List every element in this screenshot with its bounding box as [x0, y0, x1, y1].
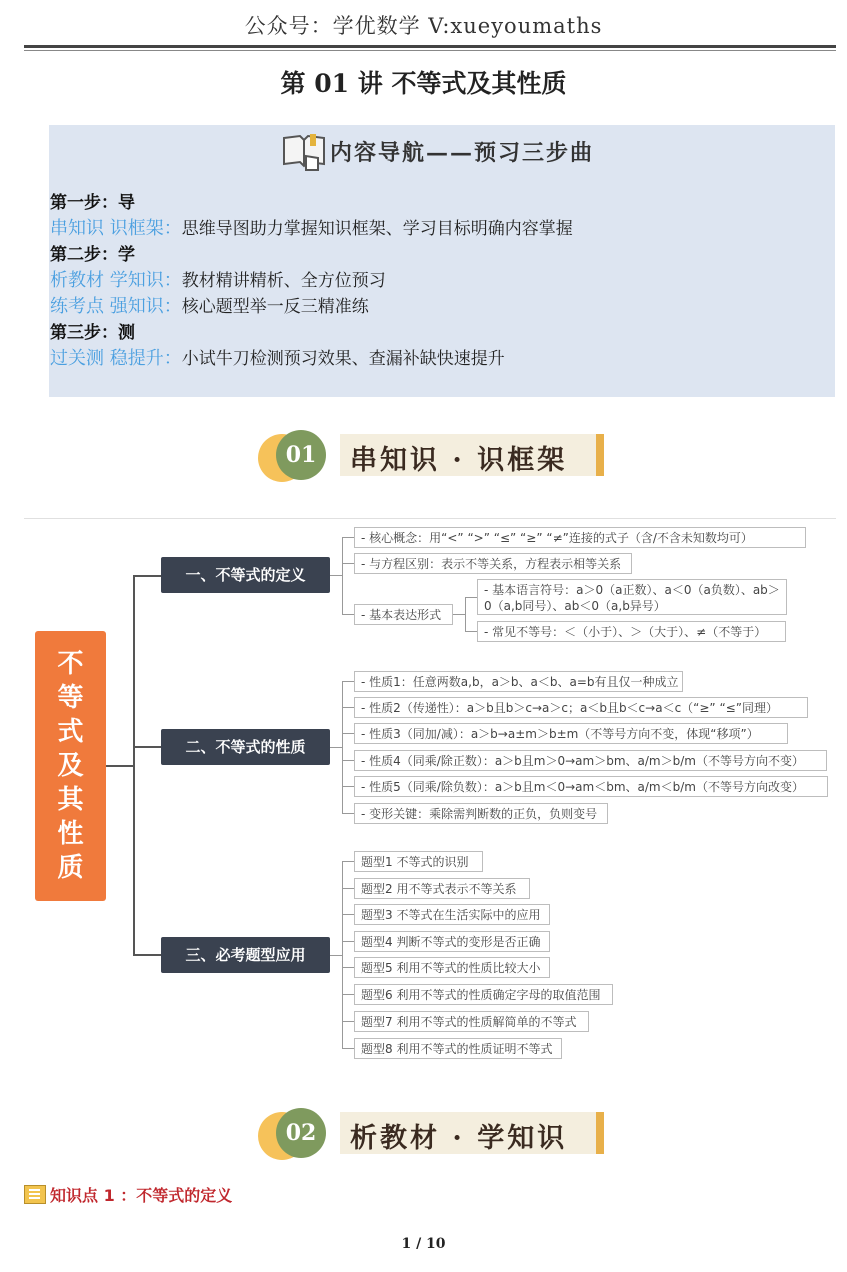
- mindmap-leaf: 题型2 用不等式表示不等关系: [354, 878, 530, 899]
- step-desc: 教材精讲精析、全方位预习: [181, 271, 386, 291]
- root-char: 不: [57, 649, 84, 679]
- mindmap-leaf: - 核心概念：用“<” “>” “≤” “≥” “≠”连接的式子（含/不含未知数均可）: [354, 527, 806, 548]
- step-key: 串知识 识框架：: [50, 218, 182, 239]
- mindmap-leaf: - 性质3（同加/减）：a＞b→a±m＞b±m（不等号方向不变，体现“移项”）: [354, 723, 788, 744]
- step-desc: 思维导图助力掌握知识框架、学习目标明确内容掌握: [181, 219, 573, 239]
- mindmap-root: [35, 631, 106, 901]
- leaf-connector: [453, 614, 465, 615]
- branch-2-connector: [133, 746, 161, 748]
- leaf-connector: [342, 537, 343, 614]
- book-pointer-icon: [280, 130, 328, 174]
- mindmap-leaf: - 性质2（传递性）：a＞b且b＞c→a＞c；a＜b且b＜c→a＜c（“≥” “≤”同理）: [354, 697, 808, 718]
- leaf-connector: [342, 733, 354, 734]
- knowledge-point-text: 知识点 1 ：不等式的定义: [50, 1186, 233, 1205]
- leaf-connector: [342, 1048, 354, 1049]
- mindmap-root-text: [35, 647, 106, 885]
- leaf-connector: [342, 681, 343, 813]
- branch-1-connector: [133, 575, 161, 577]
- step-3-item: [50, 347, 505, 371]
- step-desc: 核心题型举一反三精准练: [181, 297, 369, 317]
- root-char: 式: [57, 717, 84, 747]
- leaf-connector: [342, 786, 354, 787]
- leaf-connector: [342, 707, 354, 708]
- header-text: 公众号：学优数学 V:xueyoumaths: [244, 14, 603, 38]
- step-key: 析教材 学知识：: [50, 270, 182, 291]
- mindmap-branch-definition: 一、不等式的定义: [161, 557, 330, 593]
- step-3-heading: 第三步：测: [50, 323, 135, 343]
- leaf-connector: [342, 861, 354, 862]
- section-label-box: [340, 434, 604, 476]
- mindmap-leaf: 题型4 判断不等式的变形是否正确: [354, 931, 550, 952]
- mindmap-branch-question-types: 三、必考题型应用: [161, 937, 330, 973]
- mindmap-leaf: 题型5 利用不等式的性质比较大小: [354, 957, 550, 978]
- leaf-connector: [330, 955, 342, 956]
- leaf-connector: [342, 967, 354, 968]
- leaf-connector: [330, 575, 342, 576]
- navigation-title: 内容导航——预习三步曲: [330, 140, 595, 166]
- header-rule-thin: [24, 50, 836, 51]
- leaf-connector: [342, 760, 354, 761]
- section-label-box: [340, 1112, 604, 1154]
- leaf-connector: [465, 631, 477, 632]
- step-2-heading: 第二步：学: [50, 245, 135, 265]
- leaf-connector: [342, 537, 354, 538]
- root-char: 及: [57, 751, 84, 781]
- leaf-connector: [330, 747, 342, 748]
- knowledge-point-heading: [24, 1183, 232, 1206]
- notebook-icon: [24, 1185, 46, 1204]
- mindmap-leaf: - 性质4（同乘/除正数）：a＞b且m＞0→am＞bm、a/m＞b/m（不等号方向不变）: [354, 750, 827, 771]
- step-2-item-a: [50, 269, 386, 293]
- page-title: 第 01 讲 不等式及其性质: [280, 69, 567, 98]
- leaf-connector: [342, 563, 354, 564]
- section-label: 串知识 · 识框架: [350, 445, 568, 476]
- mindmap-leaf: - 与方程区别：表示不等关系，方程表示相等关系: [354, 553, 632, 574]
- section-label: 析教材 · 学知识: [350, 1123, 568, 1154]
- navigation-heading: [280, 130, 640, 174]
- mindmap-leaf: 题型1 不等式的识别: [354, 851, 483, 872]
- divider: [24, 518, 836, 519]
- section-number: 01: [276, 430, 326, 480]
- leaf-connector: [342, 681, 354, 682]
- mindmap-leaf: 题型3 不等式在生活实际中的应用: [354, 904, 550, 925]
- root-char: 质: [57, 853, 84, 883]
- leaf-connector: [342, 813, 354, 814]
- mindmap-leaf: - 性质1：任意两数a,b，a＞b、a＜b、a=b有且仅一种成立: [354, 671, 683, 692]
- leaf-connector: [342, 941, 354, 942]
- mindmap-leaf: 题型7 利用不等式的性质解简单的不等式: [354, 1011, 589, 1032]
- step-1-heading: 第一步：导: [50, 193, 135, 213]
- step-1-item: [50, 217, 573, 241]
- section-01-badge: [258, 430, 603, 490]
- step-2-item-b: [50, 295, 369, 319]
- root-char: 其: [57, 785, 84, 815]
- step-key: 练考点 强知识：: [50, 296, 182, 317]
- root-char: 性: [57, 819, 84, 849]
- mindmap-leaf: 题型6 利用不等式的性质确定字母的取值范围: [354, 984, 613, 1005]
- leaf-connector: [342, 888, 354, 889]
- leaf-connector: [342, 861, 343, 1048]
- mindmap-leaf: - 基本表达形式: [354, 604, 453, 625]
- root-char: 等: [57, 683, 84, 713]
- mindmap-sub-leaf: - 基本语言符号：a＞0（a正数）、a＜0（a负数）、ab＞0（a,b同号）、ab＜0（a,b异号）: [477, 579, 787, 615]
- section-number: 02: [276, 1108, 326, 1158]
- section-02-badge: [258, 1108, 603, 1168]
- root-connector: [106, 765, 134, 767]
- mindmap-leaf: - 变形关键：乘除需判断数的正负，负则变号: [354, 803, 608, 824]
- mindmap-sub-leaf: - 常见不等号：＜（小于）、＞（大于）、≠（不等于）: [477, 621, 786, 642]
- step-desc: 小试牛刀检测预习效果、查漏补缺快速提升: [181, 349, 505, 369]
- leaf-connector: [342, 914, 354, 915]
- leaf-connector: [465, 597, 466, 631]
- trunk-line: [133, 575, 135, 955]
- mindmap-leaf: 题型8 利用不等式的性质证明不等式: [354, 1038, 562, 1059]
- leaf-connector: [342, 994, 354, 995]
- leaf-connector: [342, 614, 354, 615]
- header-rule: [24, 45, 836, 48]
- branch-3-connector: [133, 954, 161, 956]
- leaf-connector: [465, 597, 477, 598]
- mindmap-leaf: - 性质5（同乘/除负数）：a＞b且m＜0→am＜bm、a/m＜b/m（不等号方向改变）: [354, 776, 828, 797]
- mindmap-branch-properties: 二、不等式的性质: [161, 729, 330, 765]
- leaf-connector: [342, 1021, 354, 1022]
- step-key: 过关测 稳提升：: [50, 348, 182, 369]
- page-number: 1 / 10: [401, 1236, 446, 1252]
